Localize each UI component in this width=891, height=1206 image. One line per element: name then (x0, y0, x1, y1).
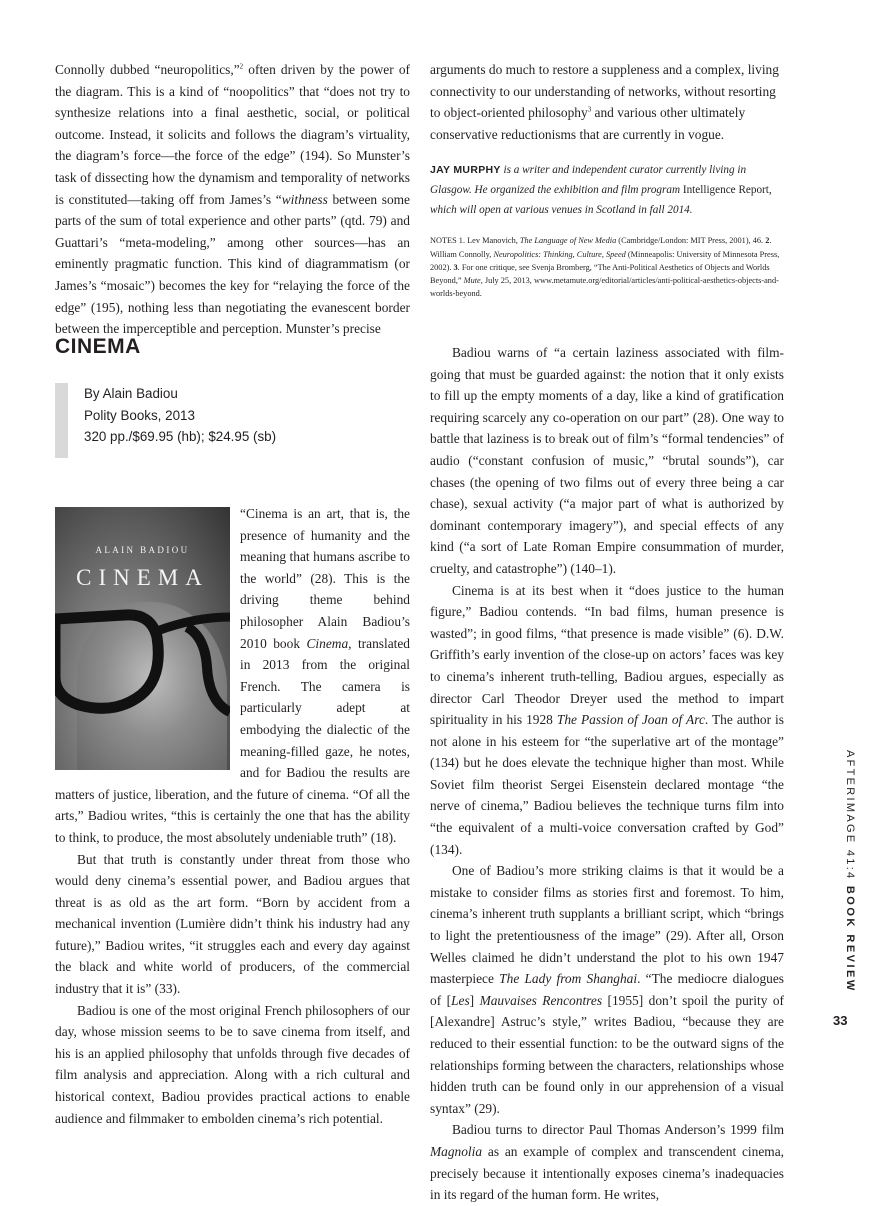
top-right-column (430, 59, 784, 300)
bottom-right-column (430, 342, 784, 1206)
paragraph: One of Badiou’s more striking claims is that it would be a mistake to consider films as stories first and foremost. To him, cinema’s inherent truth supplants a brilliant script, which “brings to light the pretentiousness of the image” (29). After all, Orson Welles claimed he didn’t understand the plot to his own 1947 masterpiece The Lady from Shanghai. “The mediocre dialogues of [Les] Mauvaises Rencontres [1955] don’t spoil the purity of [Alexandre] Astruc’s style,” writes Badiou, “because they are reduced to their essential function: to be the outward signs of the relationships forming between the characters, relationships whose hidden truth can be found only in our apprehension of a visual syntax” (29). (430, 863, 784, 1116)
paragraph: arguments do much to restore a suppleness and a complex, living connectivity to our understanding of networks, without resorting to object-oriented philosophy$^3$ and various other ultimately conservative reductionisms that are currently in vogue. (430, 62, 779, 142)
page-number: 33 (833, 1013, 848, 1028)
book-details: 320 pp./$69.95 (hb); $24.95 (sb) (84, 429, 277, 444)
cover-author: ALAIN BADIOU (95, 545, 190, 555)
cover-title: CINEMA (76, 565, 209, 590)
paragraph: “Cinema is an art, that is, the presence of humanity and the meaning that humans ascribe to the world” (28). This is the driving theme behind philosopher Alain Badiou’s 2010 book Cinema, translated in 2013 from the original French. The camera is particularly adept at embodying the dialectic of the meaning-filled gaze, he notes, and for Badiou the results are matters of justice, liberation, and the future of cinema. “Of all the arts,” Badiou writes, “this is certainly the one that has the ability to think, to produce, the most absolutely undeniable truth” (18). (55, 506, 410, 845)
paragraph: Badiou is one of the most original French philosophers of our day, whose mission seems to be to save cinema from itself, and his is an applied philosophy that unfolds through five decades of film analysis and appreciation. Along with a rich cultural and historical context, Badiou provides practical actions to enable audience and filmmaker to embolden cinema’s rich potential. (55, 1002, 410, 1126)
author-bio: JAY MURPHY is a writer and independent curator currently living in Glasgow. He organized the exhibition and film program Intelligence Report, which will open at various venues in Scotland in fall 2014. (430, 164, 772, 217)
notes: NOTES 1. Lev Manovich, The Language of New Media (Cambridge/London: MIT Press, 2001), 46. 2. William Connolly, Neuropolitics: Thinking, Culture, Speed (Minneapolis: University of Minnesota Press, 2002). 3. For one critique, see Svenja Bromberg, “The Anti-Political Aesthetics of Objects and Worlds Beyond,” Mute, July 25, 2013, www.metamute.org/editorial/articles/anti-political-aesthetics-objects-and-worlds-beyond. (430, 236, 780, 299)
paragraph: But that truth is constantly under threat from those who would deny cinema’s essential power, and Badiou argues that threat is as old as the art form. “Born by accident from a mechanical invention (Lumière didn’t think his industry had any future),” Badiou writes, “it struggles each and every day against the black and white world of producers, of the commercial industry that it is” (33). (55, 851, 410, 997)
paragraph: Connolly dubbed “neuropolitics,”$^2$ often driven by the power of the diagram. This is a kind of “noopolitics” that “does not try to synthesize relations into a final aesthetic, social, or political outcome. Instead, it solicits and follows the diagram’s virtuality, the diagram’s force—the force of the edge” (194). So Munster’s task of dissecting how the dynamism and temporality of networks is constituted—taking off from James’s “withness between some parts of the sum of total experience and other parts” (qtd. 79) and Guattari’s “meta-modeling,” among other sources—has an eminently pragmatic function. This kind of diagrammatism (or James’s “mosaic”) becomes the key for “relaying the force of the edge” (195), nothing less than negotiating the evanescent border between the imperceptible and perception. Munster’s precise (55, 62, 410, 337)
paragraph: Badiou turns to director Paul Thomas Anderson’s 1999 film Magnolia as an example of complex and transcendent cinema, precisely because it intentionally exposes cinema’s inadequacies in its regard of the human form. He writes, (430, 1122, 784, 1203)
top-left-column (55, 59, 410, 340)
section-heading: CINEMA (55, 335, 141, 358)
paragraph: Badiou warns of “a certain laziness associated with film-going that must be guarded against: the notion that it only exists to fill up the empty moments of a day, like a kind of gratification requiring scarcely any co-operation on our part” (28). One way to battle that laziness is to break out of film’s “formal tendencies” of audio (“constant confusion of music,” “brutal sounds”), car chases (the opening of two films out of every three being a car chase), sexual activity (“a major part of what is authorized by dominant contemporary imagery”), and special effects of any kind (“a sort of Late Roman Empire consummation of murder, cruelty, and catastrophe”) (140–1). (430, 345, 784, 576)
book-publisher: Polity Books, 2013 (84, 407, 195, 423)
author-name: JAY MURPHY (430, 164, 501, 177)
book-author: By Alain Badiou (84, 386, 178, 401)
bottom-left-column (55, 503, 410, 1129)
paragraph: Cinema is at its best when it “does justice to the human figure,” Badiou contends. “In bad films, human presence is wasted”; in good films, “that presence is made visible” (6). D.W. Griffith’s early invention of the close-up on actors’ faces was key to cinema’s inherent truth-telling, Badiou argues, especially as director Carl Theodor Dreyer used the method to impart spirituality in his 1928 The Passion of Joan of Arc. The author is not alone in his esteem for “the superlative art of the montage” (134) but he does elevate the technique higher than most. While Soviet film theorist Sergei Eisenstein declared montage “the nerve of cinema,” Badiou believes the technique turns film into “the equivalent of a multi-voice conversation crafted by God” (134). (430, 582, 784, 857)
book-info (55, 383, 384, 458)
running-header-vertical: AFTERIMAGE 41:4 BOOK REVIEW (844, 750, 856, 993)
image-wrap-spacer (55, 503, 240, 781)
